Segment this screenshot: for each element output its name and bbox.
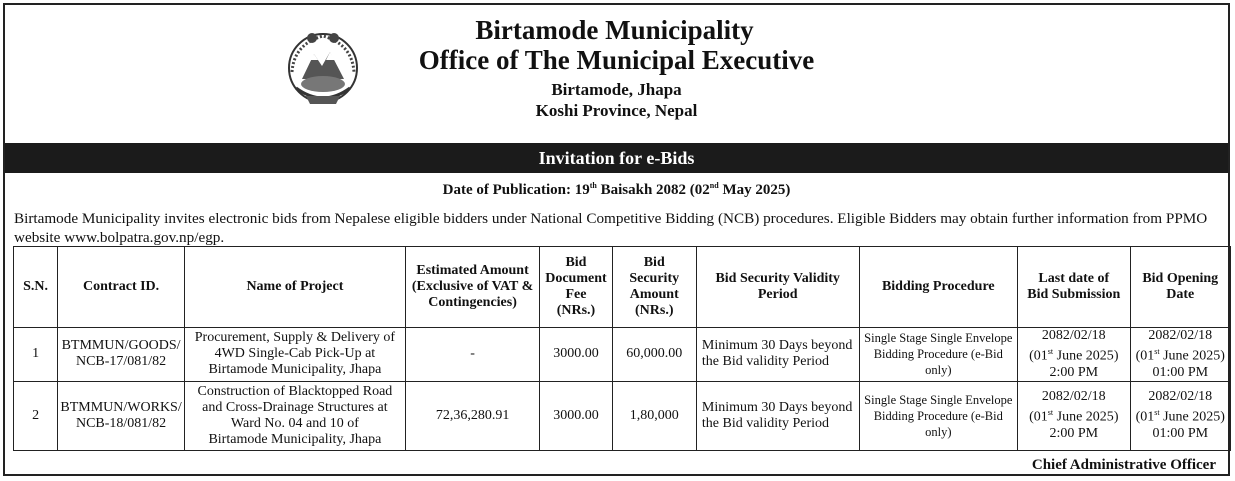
row-procedure [859, 381, 1018, 450]
validity-line-2: the Bid validity Period [701, 415, 830, 431]
row-estimate: 72,36,280.91 [405, 381, 540, 450]
row-opening-date [1130, 381, 1230, 450]
header-contract-id: Contract ID. [58, 247, 185, 328]
contract-line-1: BTMMUN/WORKS/ [60, 399, 182, 415]
header-doc-fee [540, 247, 612, 328]
row-validity [696, 381, 859, 450]
org-name: Birtamode Municipality [475, 15, 754, 45]
procedure-line-1: Single Stage Single Envelope [864, 392, 1013, 407]
project-line-1: Procurement, Supply & Delivery of [194, 330, 396, 346]
row-project [184, 328, 405, 382]
header-last-date-line-1: Last date of [1038, 271, 1110, 286]
header-last-date [1018, 247, 1130, 328]
table-row [14, 381, 1231, 450]
project-line-3: Ward No. 04 and 10 of [230, 415, 359, 431]
open-time: 01:00 PM [1152, 425, 1209, 441]
last-date-month: June 2025 [1056, 409, 1114, 425]
header-estimate-line-3: Contingencies) [428, 295, 517, 310]
header-last-date-line-2: Bid Submission [1027, 287, 1121, 302]
header-security-line-3: Amount [629, 287, 679, 302]
contract-line-2: NCB-17/081/82 [75, 354, 167, 370]
header [5, 5, 1228, 142]
row-sn: 1 [14, 328, 58, 382]
notice-title-banner: Invitation for e-Bids [5, 143, 1228, 173]
publication-day-bs-suffix: th [589, 181, 597, 190]
last-date-day: 01 [1033, 409, 1048, 425]
row-procedure [859, 328, 1018, 382]
last-date-ad: (01st June 2025) [1029, 408, 1119, 425]
publication-month-bs: Baisakh 2082 ( [596, 182, 695, 198]
header-doc-fee-line-1: Bid [565, 255, 587, 270]
notice-frame [3, 3, 1230, 476]
project-line-4: Birtamode Municipality, Jhapa [208, 431, 382, 447]
project-line-2: 4WD Single-Cab Pick-Up at [214, 346, 376, 362]
last-time: 2:00 PM [1049, 425, 1099, 441]
publication-date [5, 181, 1228, 199]
table-header-row [14, 247, 1231, 328]
header-validity [696, 247, 859, 328]
header-procedure: Bidding Procedure [859, 247, 1018, 328]
validity-line-1: Minimum 30 Days beyond [701, 399, 853, 415]
header-doc-fee-line-3: Fee [565, 287, 587, 302]
open-date-month: June 2025 [1163, 348, 1221, 364]
header-validity-line-2: Period [757, 287, 798, 302]
publication-day-bs: 19 [574, 182, 590, 198]
office-name: Office of The Municipal Executive [418, 45, 815, 75]
open-date-day: 01 [1140, 409, 1155, 425]
header-security-line-2: Security [629, 271, 680, 286]
last-time: 2:00 PM [1049, 364, 1099, 380]
last-date-bs: 2082/02/18 [1041, 389, 1106, 405]
procedure-line-1: Single Stage Single Envelope [864, 331, 1013, 346]
header-security-line-4: (NRs.) [634, 303, 674, 318]
open-date-bs: 2082/02/18 [1148, 389, 1213, 405]
project-line-2: and Cross-Drainage Structures at [202, 399, 388, 415]
row-estimate: - [405, 328, 540, 382]
last-date-bs: 2082/02/18 [1041, 328, 1106, 343]
row-contract-id [58, 328, 185, 382]
last-date-day: 01 [1033, 348, 1048, 364]
header-estimate-line-2: (Exclusive of VAT & [411, 279, 534, 294]
header-estimate-line-1: Estimated Amount [416, 263, 529, 278]
open-date-bs: 2082/02/18 [1148, 328, 1213, 343]
header-validity-line-1: Bid Security Validity [715, 271, 840, 286]
header-opening-date [1130, 247, 1230, 328]
last-date-month: June 2025 [1056, 348, 1114, 364]
row-validity [696, 328, 859, 382]
open-date-suffix: st [1154, 408, 1160, 418]
project-line-3: Birtamode Municipality, Jhapa [208, 362, 382, 378]
row-opening-date [1130, 328, 1230, 382]
header-doc-fee-line-4: (NRs.) [556, 303, 596, 318]
last-date-suffix: st [1047, 347, 1054, 356]
validity-line-1: Minimum 30 Days beyond [701, 338, 853, 354]
validity-line-2: the Bid validity Period [701, 354, 830, 370]
address-line-2: Koshi Province, Nepal [535, 101, 698, 120]
header-estimate [405, 247, 540, 328]
table-row [14, 328, 1231, 382]
row-last-date [1018, 328, 1130, 382]
row-security: 1,80,000 [612, 381, 696, 450]
header-opening-line-1: Bid Opening [1142, 271, 1219, 286]
signature: Chief Administrative Officer [1031, 457, 1216, 473]
contract-line-1: BTMMUN/GOODS/ [61, 338, 181, 354]
contract-line-2: NCB-18/081/82 [75, 415, 167, 431]
row-project [184, 381, 405, 450]
open-date-suffix: st [1154, 347, 1160, 356]
row-doc-fee: 3000.00 [540, 381, 612, 450]
header-security [612, 247, 696, 328]
open-date-ad: (01st June 2025) [1135, 408, 1225, 425]
last-date-ad: (01st June 2025) [1029, 347, 1119, 364]
header-project: Name of Project [184, 247, 405, 328]
open-date-day: 01 [1140, 348, 1155, 364]
address-line-1: Birtamode, Jhapa [551, 80, 682, 99]
header-doc-fee-line-2: Document [545, 271, 607, 286]
open-date-ad: (01st June 2025) [1135, 347, 1225, 364]
row-security: 60,000.00 [612, 328, 696, 382]
publication-day-ad-suffix: nd [709, 181, 719, 190]
row-last-date [1018, 381, 1130, 450]
publication-label: Date of Publication: [442, 182, 575, 198]
last-date-suffix: st [1047, 408, 1054, 418]
publication-month-ad: May 2025) [718, 182, 791, 198]
header-security-line-1: Bid [643, 255, 665, 270]
title-block [5, 15, 1228, 121]
header-opening-line-2: Date [1166, 287, 1195, 302]
open-date-month: June 2025 [1163, 409, 1221, 425]
publication-day-ad: 02 [694, 182, 710, 198]
procedure-line-2: Bidding Procedure (e-Bid only) [873, 347, 1003, 378]
open-time: 01:00 PM [1152, 364, 1209, 380]
row-doc-fee: 3000.00 [540, 328, 612, 382]
row-contract-id [58, 381, 185, 450]
header-sn: S.N. [14, 247, 58, 328]
row-sn: 2 [14, 381, 58, 450]
procedure-line-2: Bidding Procedure (e-Bid only) [873, 408, 1003, 439]
project-line-1: Construction of Blacktopped Road [197, 383, 393, 399]
bids-table [13, 246, 1231, 451]
intro-paragraph: Birtamode Municipality invites electronic bids from Nepalese eligible bidders under National Competitive Bidding (NCB) procedures. Eligible Bidders may obtain further information from PPMO website www.bolpatra.gov.np/egp. [14, 210, 1208, 246]
